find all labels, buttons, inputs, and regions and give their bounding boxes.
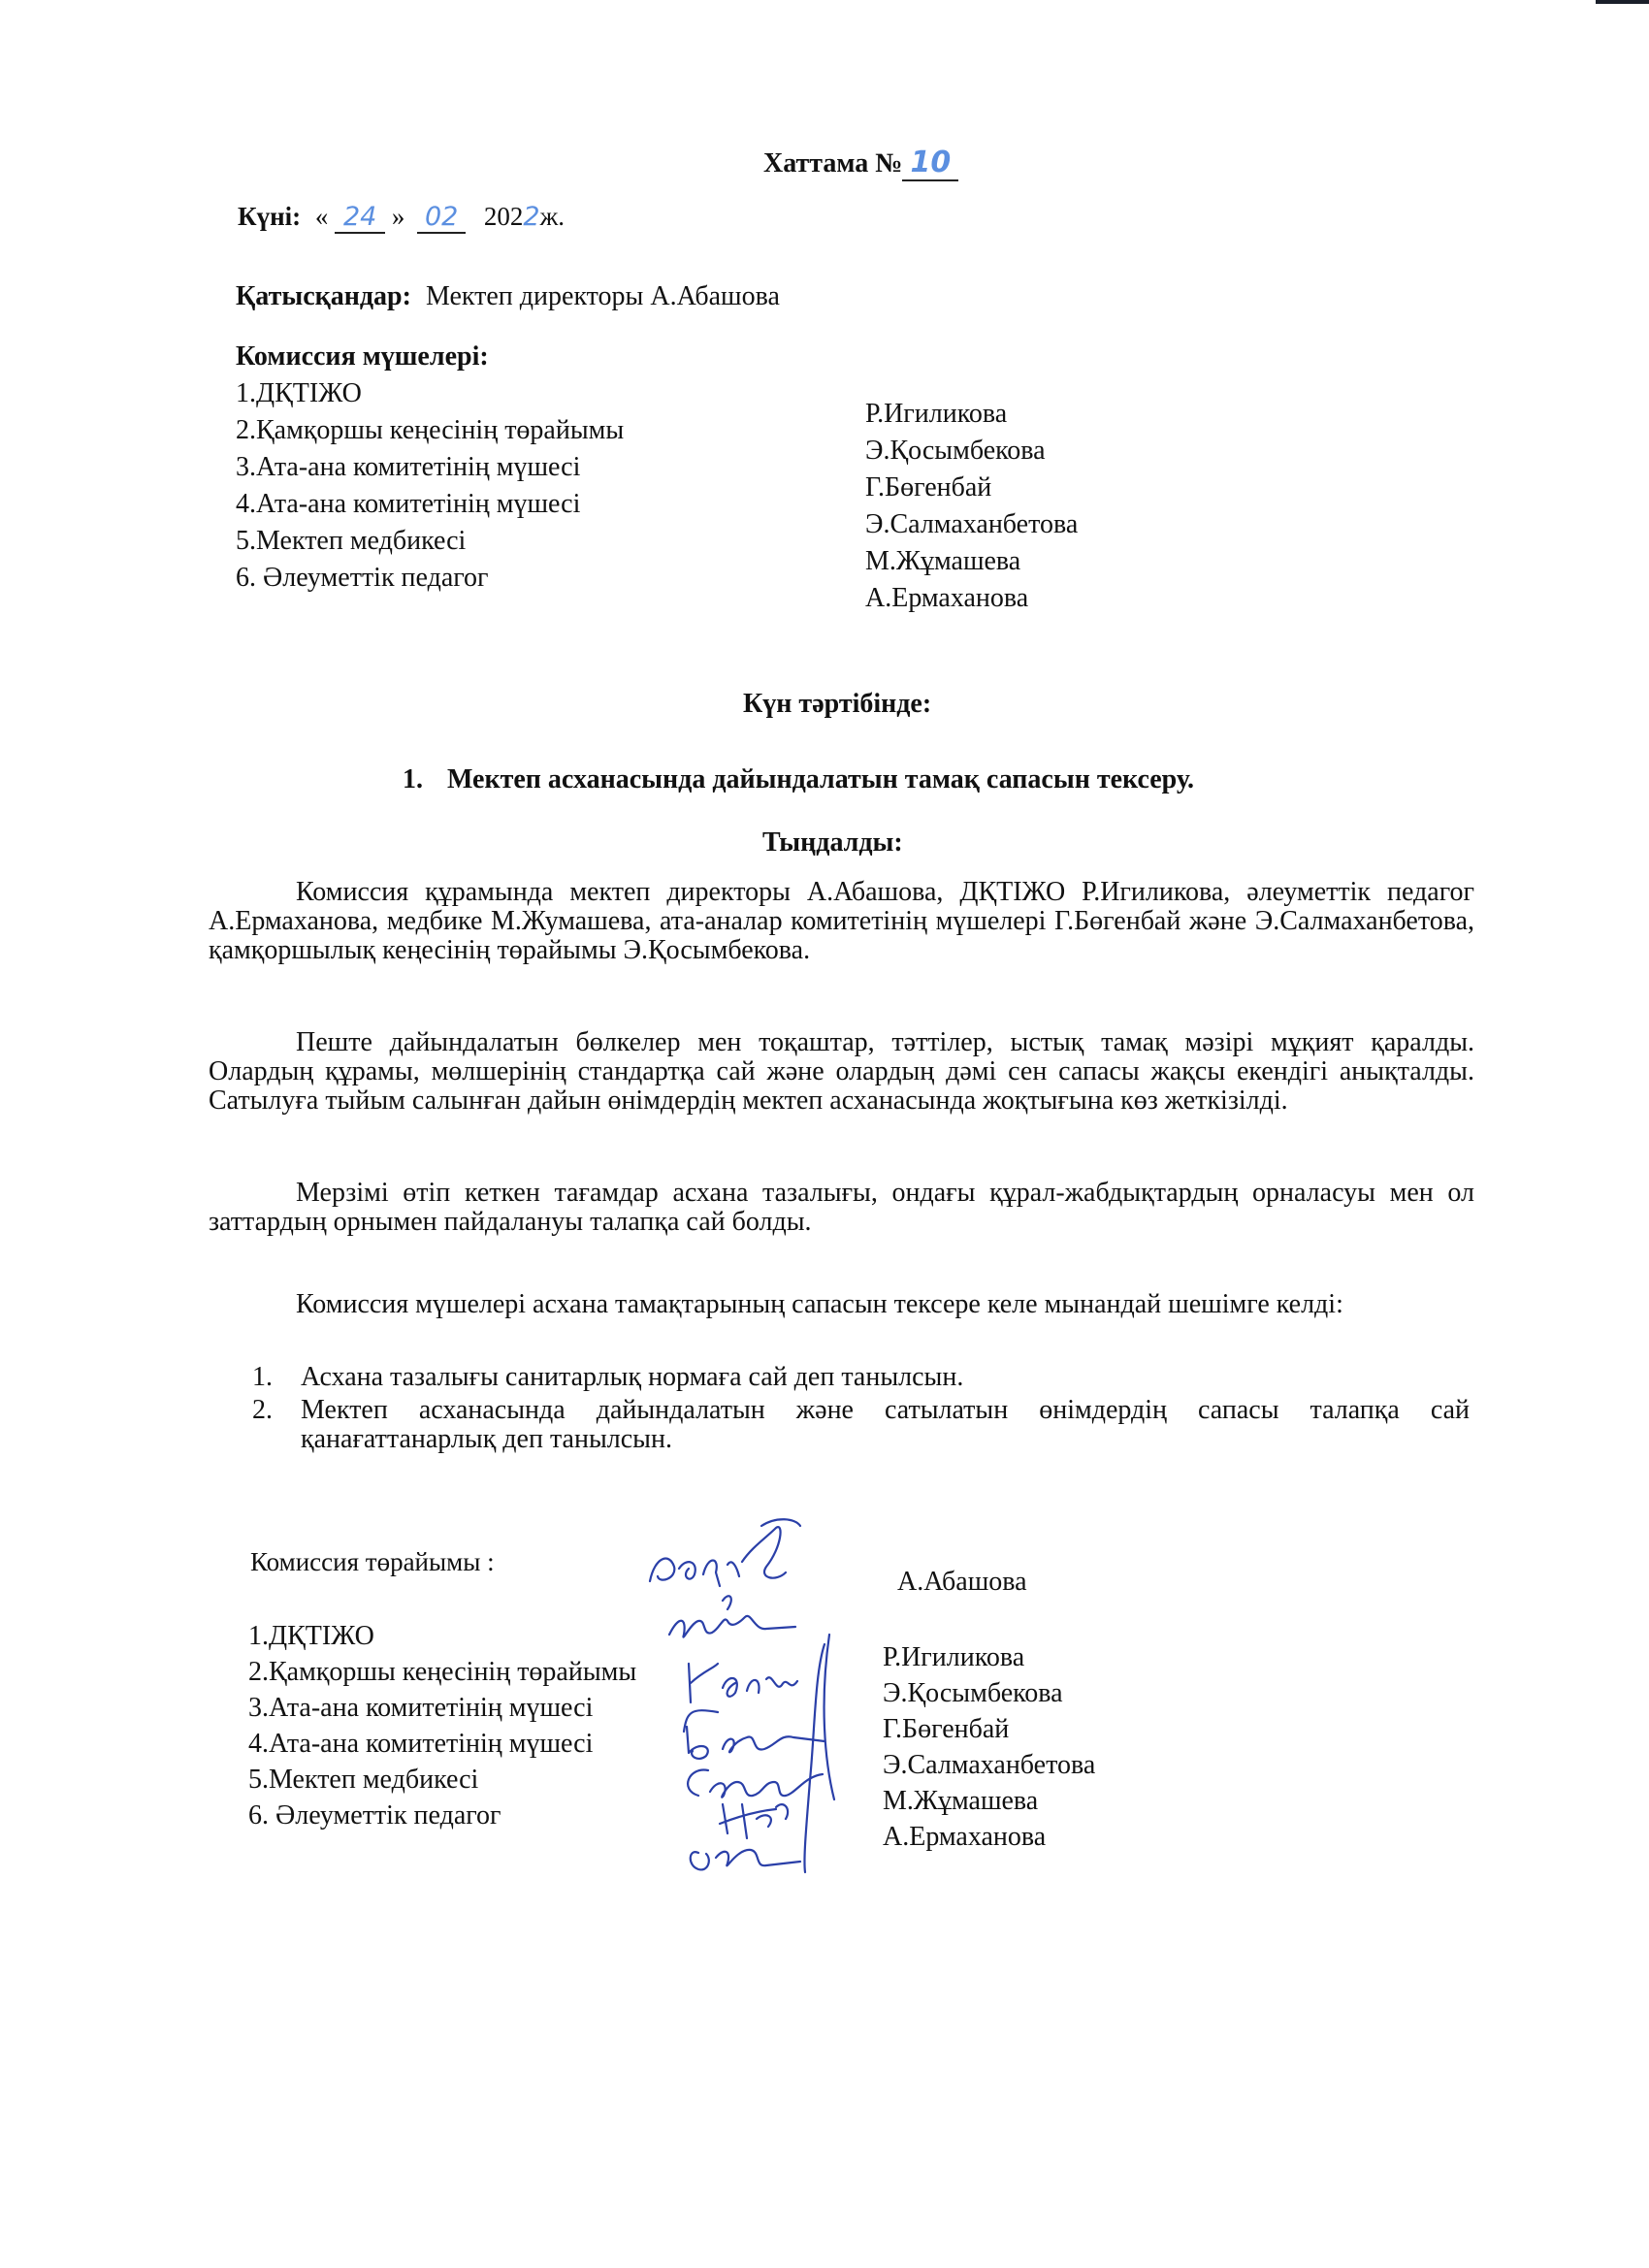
signature-roles-list bbox=[248, 1618, 636, 1833]
signature-name: М.Жұмашева bbox=[883, 1786, 1039, 1816]
commission-names-list bbox=[865, 396, 1078, 617]
participants-line bbox=[236, 281, 780, 312]
agenda-item-text: Мектеп асханасында дайындалатын тамақ сапасын тексеру. bbox=[447, 764, 1195, 794]
decision-item bbox=[252, 1396, 1470, 1454]
participants-label: Қатысқандар: bbox=[236, 281, 411, 311]
chair-label: Комиссия төрайымы : bbox=[250, 1547, 495, 1576]
commission-role: 1.ДҚТІЖО bbox=[236, 378, 362, 408]
heard-paragraph-3: Мерзімі өтіп кеткен тағамдар асхана тазалығы, ондағы құрал-жабдықтардың орналасуы мен ол заттардың орнымен пайдалануы талапқа сай болды. bbox=[209, 1178, 1474, 1237]
agenda-heading: Күн тәртібінде: bbox=[743, 689, 932, 719]
commission-role: 3.Ата-ана комитетінің мүшесі bbox=[236, 452, 581, 482]
decision-number: 1. bbox=[252, 1362, 273, 1392]
commission-role: 2.Қамқоршы кеңесінің төрайымы bbox=[236, 415, 625, 445]
protocol-title bbox=[763, 146, 958, 181]
signature-role: 3.Ата-ана комитетінің мүшесі bbox=[248, 1693, 594, 1723]
scan-edge-mark bbox=[1596, 0, 1649, 4]
agenda-item bbox=[403, 764, 1194, 795]
date-day: 24 bbox=[335, 202, 385, 234]
date-month: 02 bbox=[417, 202, 466, 234]
commission-name: Э.Салмаханбетова bbox=[865, 509, 1079, 539]
decisions-list bbox=[252, 1363, 1470, 1458]
signature-name: Э.Қосымбекова bbox=[883, 1678, 1063, 1708]
commission-label: Комиссия мүшелері: bbox=[236, 341, 489, 372]
date-label: Күні: bbox=[238, 202, 302, 231]
signature-name: А.Ермаханова bbox=[883, 1822, 1047, 1852]
decision-text: Мектеп асханасында дайындалатын және сатылатын өнімдердің сапасы талапқа сай қанағаттанарлық деп танылсын. bbox=[301, 1395, 1470, 1454]
date-open-quote: « bbox=[314, 202, 329, 231]
signature-role: 5.Мектеп медбикесі bbox=[248, 1765, 479, 1795]
commission-name: Р.Игиликова bbox=[865, 399, 1008, 429]
heard-paragraph-1: Комиссия құрамында мектеп директоры А.Абашова, ДҚТІЖО Р.Игиликова, әлеуметтік педагог А.Ермаханова, медбике М.Жумашева, ата-аналар комитетінің мүшелері Г.Бөгенбай және Э.Салмаханбетова, қамқоршылық кеңесінің төрайымы Э.Қосымбекова. bbox=[209, 877, 1474, 965]
commission-role: 4.Ата-ана комитетінің мүшесі bbox=[236, 489, 581, 519]
signature-role: 6. Әлеуметтік педагог bbox=[248, 1800, 501, 1831]
heard-conclusion: Комиссия мүшелері асхана тамақтарының сапасын тексере келе мынандай шешімге келді: bbox=[296, 1289, 1343, 1319]
signature-name: Э.Салмаханбетова bbox=[883, 1750, 1096, 1780]
commission-name: Э.Қосымбекова bbox=[865, 436, 1046, 466]
commission-role: 6. Әлеуметтік педагог bbox=[236, 563, 489, 593]
signature-role: 2.Қамқоршы кеңесінің төрайымы bbox=[248, 1657, 637, 1687]
decision-item bbox=[252, 1363, 1470, 1392]
heard-paragraph-2: Пеште дайындалатын бөлкелер мен тоқаштар, тәттілер, ыстық тамақ мәзірі мұқият қаралды. Олардың құрамы, мөлшерінің стандартқа сай және олардың дәмі сен сапасы жақсы екендігі анықталды. Сатылуға тыйым салынған дайын өнімдердің мектеп асханасында жоқтығына көз жеткізілді. bbox=[209, 1027, 1474, 1116]
commission-name: М.Жұмашева bbox=[865, 546, 1021, 576]
protocol-title-prefix: Хаттама № bbox=[763, 148, 903, 178]
commission-roles-list bbox=[236, 375, 624, 597]
participants-value: Мектеп директоры А.Абашова bbox=[425, 281, 780, 311]
signature-role: 4.Ата-ана комитетінің мүшесі bbox=[248, 1729, 594, 1759]
date-year-last-digit: 2 bbox=[523, 202, 540, 232]
decision-number: 2. bbox=[252, 1395, 273, 1425]
signature-name: Г.Бөгенбай bbox=[883, 1714, 1010, 1744]
date-close-quote: » bbox=[391, 202, 405, 231]
date-year-prefix: 202 bbox=[483, 202, 524, 231]
signature-names-list bbox=[883, 1639, 1095, 1855]
commission-name: А.Ермаханова bbox=[865, 583, 1029, 613]
date-year-suffix: ж. bbox=[539, 202, 565, 231]
date-line bbox=[238, 202, 565, 234]
chair-name: А.Абашова bbox=[897, 1567, 1027, 1597]
signature-role: 1.ДҚТІЖО bbox=[248, 1621, 374, 1651]
commission-role: 5.Мектеп медбикесі bbox=[236, 526, 467, 556]
handwritten-signatures-icon bbox=[630, 1508, 883, 1877]
agenda-item-number: 1. bbox=[403, 764, 423, 794]
commission-name: Г.Бөгенбай bbox=[865, 472, 992, 502]
heard-heading: Тыңдалды: bbox=[762, 827, 903, 858]
signature-name: Р.Игиликова bbox=[883, 1642, 1025, 1672]
protocol-number: 10 bbox=[902, 146, 958, 181]
decision-text: Асхана тазалығы санитарлық нормаға сай деп танылсын. bbox=[301, 1362, 964, 1392]
